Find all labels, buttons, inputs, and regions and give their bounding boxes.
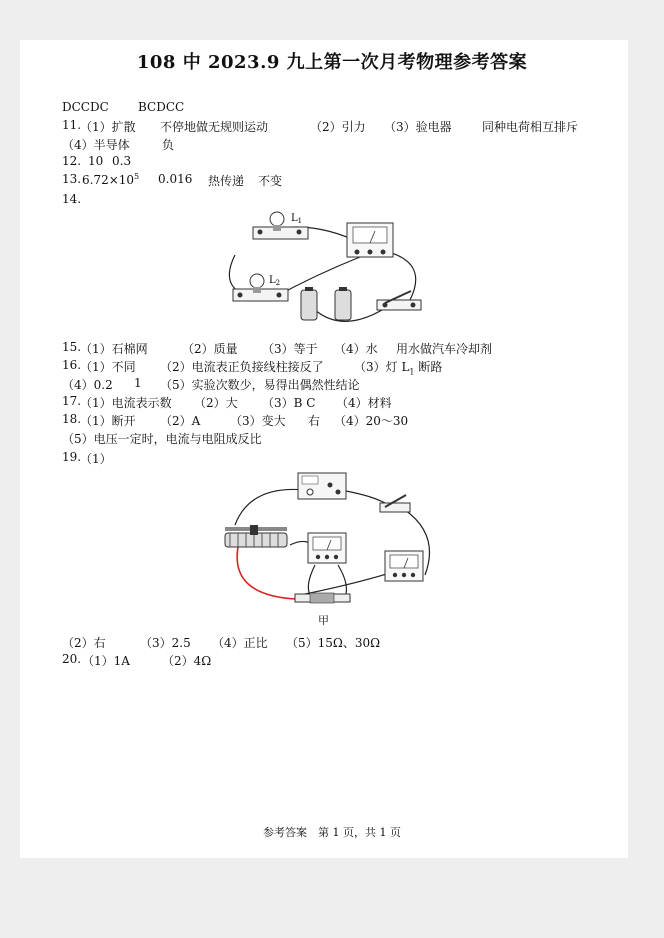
choice-answers-6-10: BCDCC xyxy=(138,100,185,114)
q13-answer-a-base: 6.72×10 xyxy=(82,173,135,187)
q14-batteries xyxy=(301,287,351,320)
q13-answer-b: 0.016 xyxy=(158,172,193,186)
q18-part5: （5）电压一定时，电流与电阻成反比 xyxy=(62,432,262,446)
q11-part4: （4）半导体 xyxy=(62,138,130,152)
q17-number: 17. xyxy=(62,394,82,408)
q17-part1: （1）电流表示数 xyxy=(80,396,172,410)
q19-wire-2 xyxy=(340,490,385,503)
q15-part4-reason: 用水做汽车冷却剂 xyxy=(396,342,493,356)
q13-answer-a xyxy=(82,172,139,187)
q19-part2: （2）右 xyxy=(62,636,106,650)
q16-part3-subscript: 1 xyxy=(409,367,415,377)
q19-part3: （3）2.5 xyxy=(140,636,191,650)
q11-part3-reason: 同种电荷相互排斥 xyxy=(482,120,579,134)
q11-number: 11. xyxy=(62,118,82,132)
q18-part3-direction: 右 xyxy=(308,414,321,428)
q19-rheostat xyxy=(225,525,287,547)
q16-part4: （4）0.2 xyxy=(62,378,113,392)
q19-wire-5 xyxy=(300,573,390,595)
q17-part4: （4）材料 xyxy=(336,396,392,410)
q19-voltmeter xyxy=(308,533,346,563)
q16-part1: （1）不同 xyxy=(80,360,136,374)
q13-answer-a-exponent: 5 xyxy=(134,172,140,181)
q19-part5: （5）15Ω、30Ω xyxy=(286,636,381,650)
q13-number: 13. xyxy=(62,172,82,186)
q19-ammeter xyxy=(385,551,423,581)
q16-part3 xyxy=(354,358,442,376)
q11-part2: （2）引力 xyxy=(310,120,366,134)
q15-part3: （3）等于 xyxy=(262,342,318,356)
q19-wire-1 xyxy=(235,489,305,525)
q19-number: 19. xyxy=(62,450,82,464)
q15-part4: （4）水 xyxy=(334,342,378,356)
q13-answer-d: 不变 xyxy=(258,174,283,188)
q19-wire-7 xyxy=(338,565,346,597)
q20-number: 20. xyxy=(62,652,82,666)
q19-circuit-figure xyxy=(210,465,440,615)
q18-part1: （1）断开 xyxy=(80,414,136,428)
q20-part1: （1）1A xyxy=(82,654,130,668)
q19-resistor xyxy=(295,593,350,603)
page-title: 108 中 2023.9 九上第一次月考物理参考答案 xyxy=(136,52,528,73)
q11-part4-answer: 负 xyxy=(162,138,175,152)
q18-number: 18. xyxy=(62,412,82,426)
page-footer: 参考答案 第 1 页，共 1 页 xyxy=(263,826,401,839)
q19-power-supply xyxy=(298,473,346,499)
q14-number: 14. xyxy=(62,192,82,206)
q19-wire-6 xyxy=(308,565,315,595)
q19-figure-label: 甲 xyxy=(318,614,329,627)
q11-part1: （1）扩散 xyxy=(80,120,136,134)
q14-switch xyxy=(377,291,421,310)
lamp-l1-label: $L_1$ xyxy=(291,213,303,225)
q20-part2: （2）4Ω xyxy=(162,654,212,668)
q12-number: 12. xyxy=(62,154,82,168)
q14-circuit-figure xyxy=(215,205,435,335)
choice-answers-1-5: DCCDC xyxy=(62,100,109,114)
q15-part2: （2）质量 xyxy=(182,342,238,356)
q19-red-wire xyxy=(237,547,295,599)
q17-part3: （3）B C xyxy=(262,396,316,410)
q12-answer-b: 0.3 xyxy=(112,154,132,168)
q11-part3: （3）验电器 xyxy=(384,120,452,134)
q15-number: 15. xyxy=(62,340,82,354)
q19-part4: （4）正比 xyxy=(212,636,268,650)
q18-part2: （2）A xyxy=(160,414,201,428)
q13-answer-c: 热传递 xyxy=(208,174,245,188)
q19-part1: （1） xyxy=(80,452,112,466)
q18-part4: （4）20～30 xyxy=(334,414,409,428)
q17-part2: （2）大 xyxy=(194,396,238,410)
q16-part3-text: （3）灯 L xyxy=(354,360,410,374)
q11-part1-reason: 不停地做无规则运动 xyxy=(160,120,269,134)
q16-part2: （2）电流表正负接线柱接反了 xyxy=(160,360,324,374)
q15-part1: （1）石棉网 xyxy=(80,342,148,356)
q16-number: 16. xyxy=(62,358,82,372)
q16-part4-answer: 1 xyxy=(134,376,142,390)
q16-part5: （5）实验次数少，易得出偶然性结论 xyxy=(160,378,360,392)
q14-ammeter xyxy=(347,223,393,257)
q16-part3-result: 断路 xyxy=(414,360,443,374)
q18-part3: （3）变大 xyxy=(230,414,286,428)
q19-switch xyxy=(380,495,410,512)
q12-answer-a: 10 xyxy=(88,154,104,168)
lamp-l2-label: $L_2$ xyxy=(269,275,281,287)
